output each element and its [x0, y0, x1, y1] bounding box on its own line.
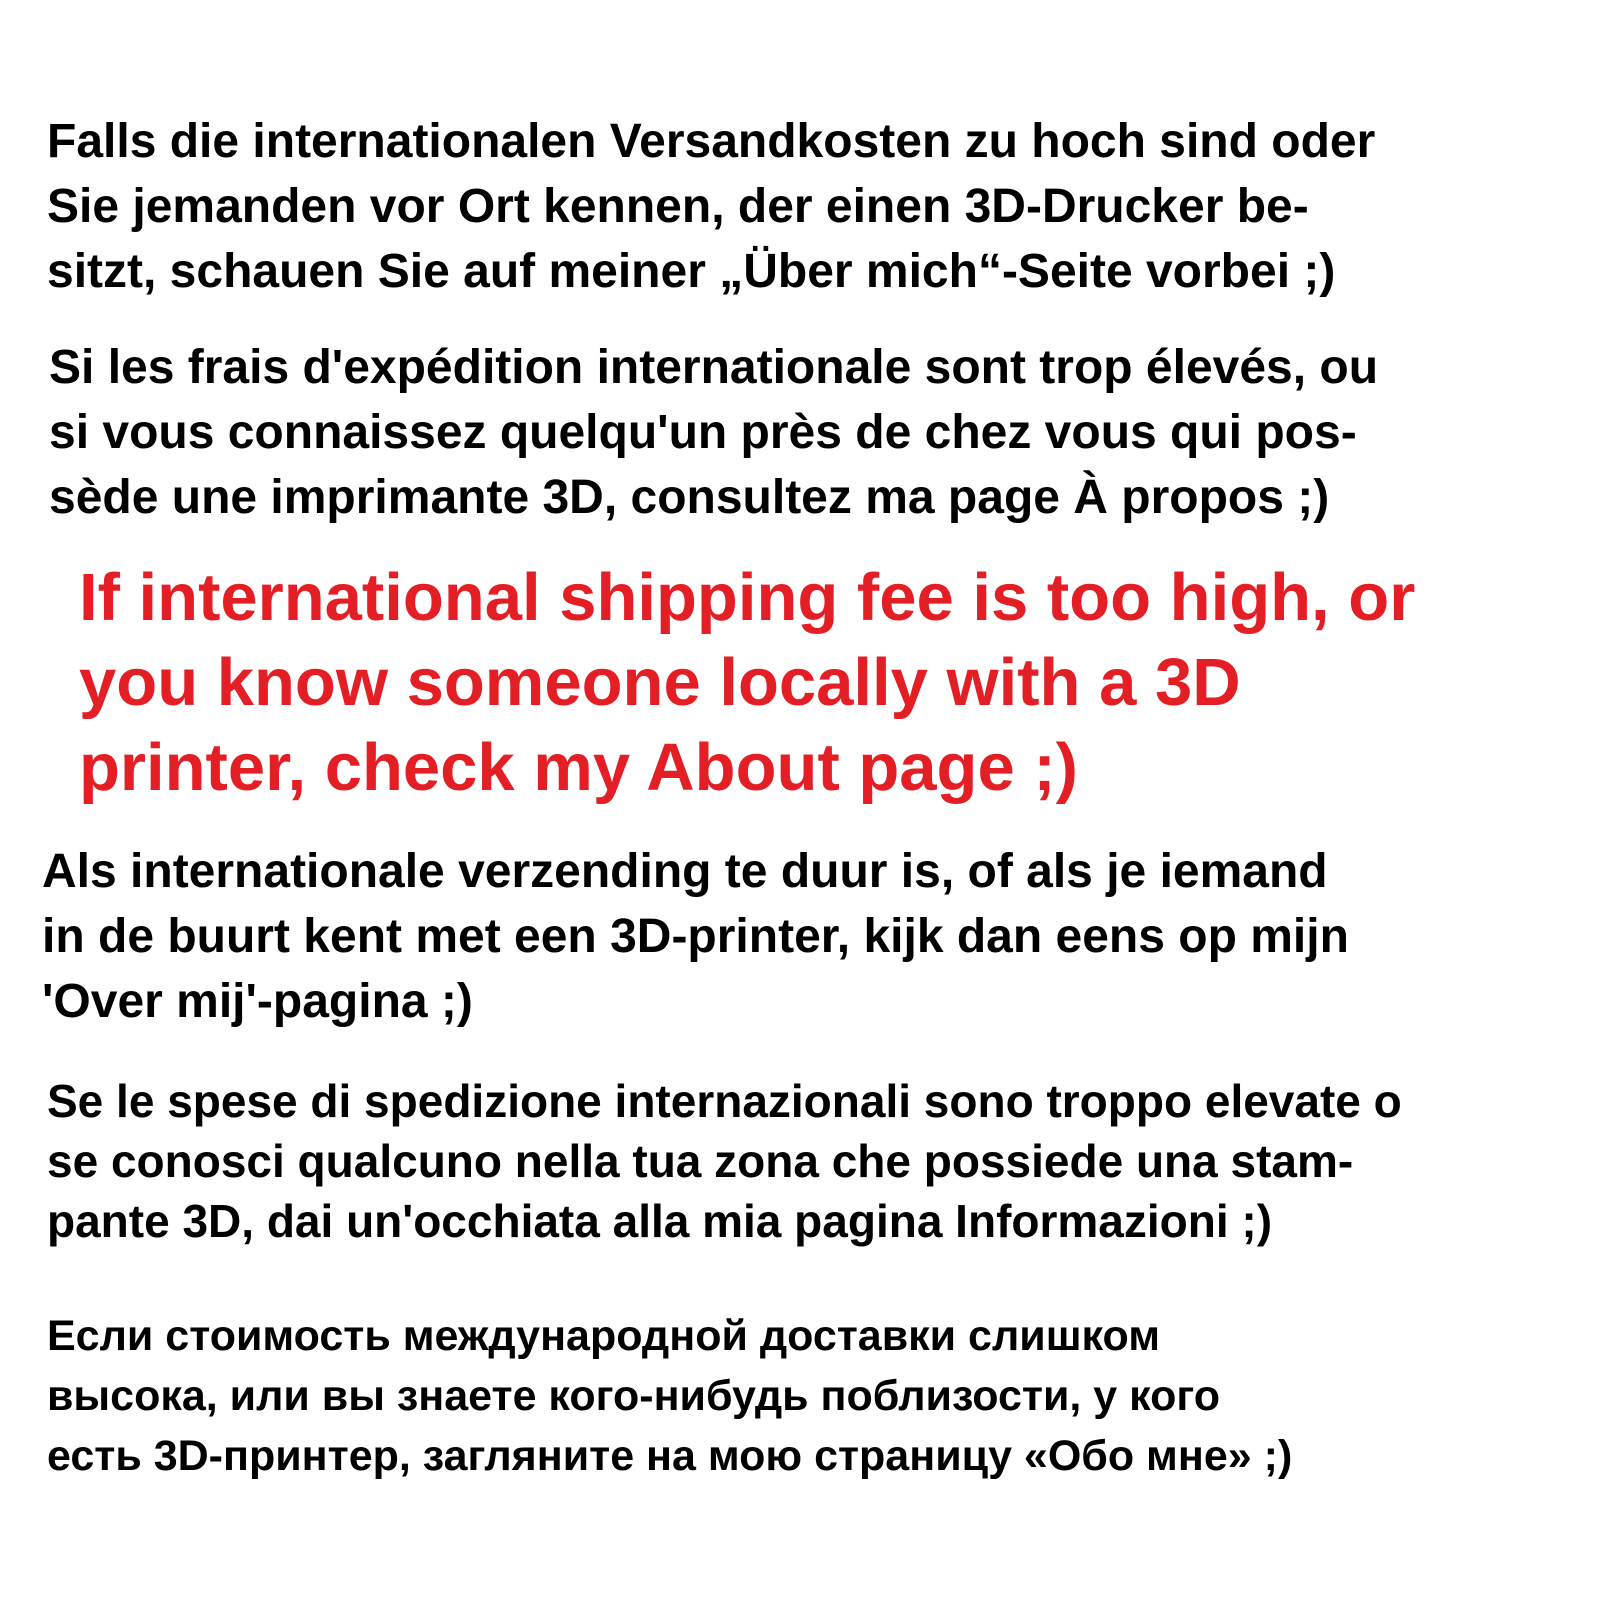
notice-italian — [47, 1071, 1402, 1251]
notice-dutch — [42, 839, 1349, 1034]
notice-line: Als internationale verzending te duur is, of als je iemand — [42, 845, 1328, 898]
notice-line: si vous connaissez quelqu'un près de chez vous qui pos- — [49, 406, 1357, 459]
notice-line: printer, check my About page ;) — [79, 730, 1078, 805]
notice-line: se conosci qualcuno nella tua zona che possiede una stam- — [47, 1135, 1354, 1187]
notice-line: sitzt, schauen Sie auf meiner „Über mich“-Seite vorbei ;) — [47, 245, 1336, 298]
notice-line: If international shipping fee is too high, or — [79, 560, 1416, 635]
notice-line: in de buurt kent met een 3D-printer, kijk dan eens op mijn — [42, 910, 1349, 963]
notice-line: Sie jemanden vor Ort kennen, der einen 3D-Drucker be- — [47, 180, 1309, 233]
notice-line: 'Over mij'-pagina ;) — [42, 975, 473, 1028]
notice-line: Если стоимость международной доставки слишком — [47, 1312, 1161, 1360]
notice-russian — [47, 1306, 1292, 1486]
notice-line: Falls die internationalen Versandkosten zu hoch sind oder — [47, 115, 1376, 168]
notice-line: sède une imprimante 3D, consultez ma page À propos ;) — [49, 471, 1330, 524]
notice-line: высока, или вы знаете кого-нибудь поблизости, у кого — [47, 1372, 1220, 1420]
notice-line: you know someone locally with a 3D — [79, 645, 1241, 720]
notice-line: Se le spese di spedizione internazionali sono troppo elevate o — [47, 1075, 1402, 1127]
notice-french — [49, 335, 1378, 530]
notice-line: есть 3D-принтер, загляните на мою страницу «Обо мне» ;) — [47, 1432, 1293, 1480]
notice-line: Si les frais d'expédition internationale sont trop élevés, ou — [49, 341, 1379, 394]
notice-english — [79, 555, 1415, 810]
notice-line: pante 3D, dai un'occhiata alla mia pagina Informazioni ;) — [47, 1195, 1273, 1247]
notice-german — [47, 109, 1375, 304]
